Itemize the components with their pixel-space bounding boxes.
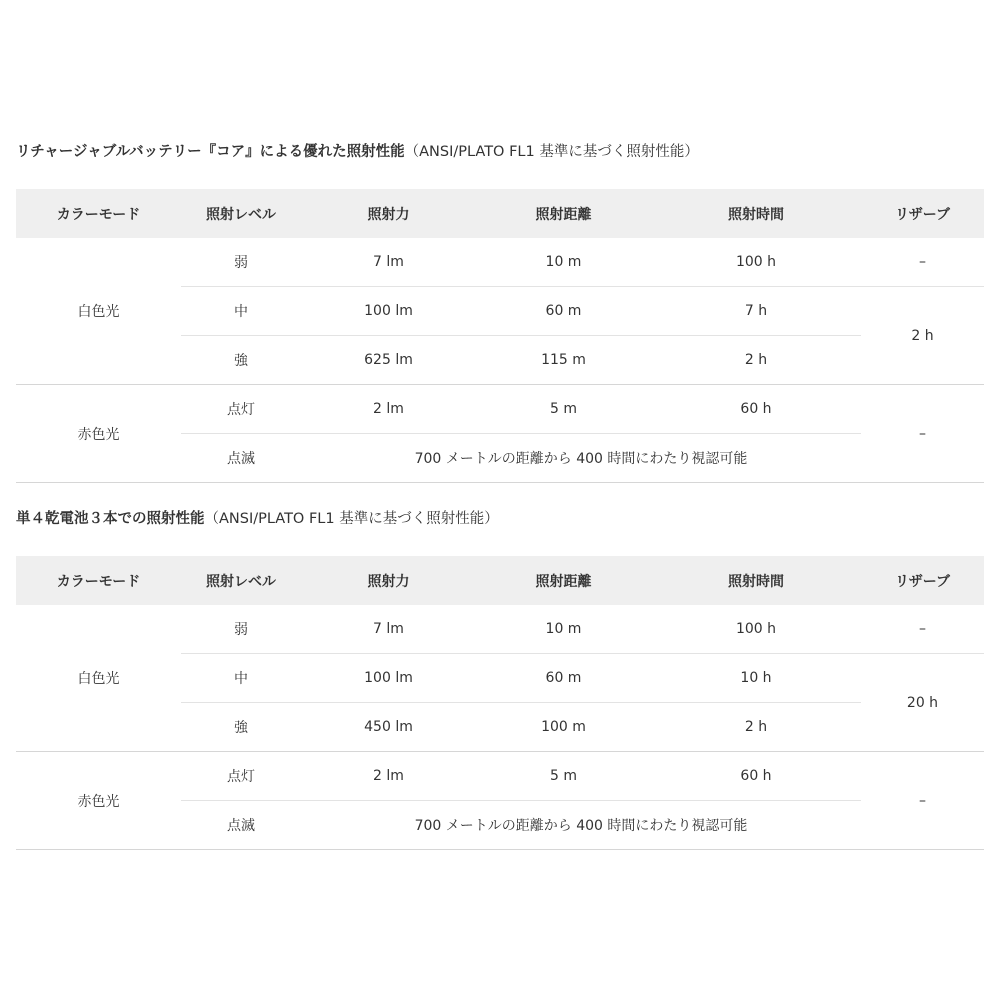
- section-heading: [16, 508, 984, 530]
- distance-cell: 60 m: [476, 654, 651, 703]
- header-power: 照射力: [301, 189, 476, 238]
- reserve-cell: 20 h: [861, 654, 984, 752]
- power-cell: 100 lm: [301, 287, 476, 336]
- reserve-cell: 2 h: [861, 287, 984, 385]
- reserve-cell: –: [861, 385, 984, 483]
- level-cell: 中: [181, 287, 301, 336]
- level-cell: 点滅: [181, 801, 301, 850]
- power-cell: 450 lm: [301, 703, 476, 752]
- time-cell: 100 h: [651, 605, 861, 654]
- section-heading-bold: 単４乾電池３本での照射性能: [16, 511, 205, 527]
- time-cell: 100 h: [651, 238, 861, 287]
- time-cell: 10 h: [651, 654, 861, 703]
- header-power: 照射力: [301, 556, 476, 605]
- section-heading-bold: リチャージャブルバッテリー『コア』による優れた照射性能: [16, 144, 405, 160]
- color-mode-white: 白色光: [16, 605, 181, 752]
- header-time: 照射時間: [651, 189, 861, 238]
- header-distance: 照射距離: [476, 189, 651, 238]
- time-cell: 2 h: [651, 703, 861, 752]
- time-cell: 60 h: [651, 752, 861, 801]
- color-mode-red: 赤色光: [16, 752, 181, 850]
- header-reserve: リザーブ: [861, 556, 984, 605]
- header-level: 照射レベル: [181, 189, 301, 238]
- power-cell: 7 lm: [301, 238, 476, 287]
- aaa-battery-section: [16, 508, 984, 850]
- distance-cell: 60 m: [476, 287, 651, 336]
- level-cell: 点灯: [181, 752, 301, 801]
- time-cell: 7 h: [651, 287, 861, 336]
- header-color-mode: カラーモード: [16, 556, 181, 605]
- rechargeable-core-section: [16, 141, 984, 483]
- distance-cell: 10 m: [476, 605, 651, 654]
- reserve-cell: –: [861, 238, 984, 287]
- section-heading: [16, 141, 984, 163]
- time-cell: 2 h: [651, 336, 861, 385]
- time-cell: 60 h: [651, 385, 861, 434]
- blink-visibility-cell: 700 メートルの距離から 400 時間にわたり視認可能: [301, 434, 861, 483]
- level-cell: 点滅: [181, 434, 301, 483]
- reserve-cell: –: [861, 605, 984, 654]
- distance-cell: 5 m: [476, 752, 651, 801]
- header-level: 照射レベル: [181, 556, 301, 605]
- blink-visibility-cell: 700 メートルの距離から 400 時間にわたり視認可能: [301, 801, 861, 850]
- distance-cell: 115 m: [476, 336, 651, 385]
- power-cell: 7 lm: [301, 605, 476, 654]
- header-color-mode: カラーモード: [16, 189, 181, 238]
- header-reserve: リザーブ: [861, 189, 984, 238]
- table-row: [16, 752, 984, 801]
- power-cell: 100 lm: [301, 654, 476, 703]
- distance-cell: 100 m: [476, 703, 651, 752]
- table-header-row: [16, 556, 984, 605]
- distance-cell: 10 m: [476, 238, 651, 287]
- power-cell: 625 lm: [301, 336, 476, 385]
- reserve-cell: –: [861, 752, 984, 850]
- section-heading-note: （ANSI/PLATO FL1 基準に基づく照射性能）: [204, 511, 499, 527]
- table-header-row: [16, 189, 984, 238]
- table-row: [16, 238, 984, 287]
- performance-table: [16, 556, 984, 850]
- section-heading-note: （ANSI/PLATO FL1 基準に基づく照射性能）: [404, 144, 699, 160]
- performance-table: [16, 189, 984, 483]
- level-cell: 点灯: [181, 385, 301, 434]
- color-mode-white: 白色光: [16, 238, 181, 385]
- level-cell: 強: [181, 703, 301, 752]
- color-mode-red: 赤色光: [16, 385, 181, 483]
- header-time: 照射時間: [651, 556, 861, 605]
- level-cell: 弱: [181, 605, 301, 654]
- power-cell: 2 lm: [301, 752, 476, 801]
- level-cell: 中: [181, 654, 301, 703]
- table-row: [16, 605, 984, 654]
- level-cell: 弱: [181, 238, 301, 287]
- distance-cell: 5 m: [476, 385, 651, 434]
- power-cell: 2 lm: [301, 385, 476, 434]
- level-cell: 強: [181, 336, 301, 385]
- header-distance: 照射距離: [476, 556, 651, 605]
- table-row: [16, 385, 984, 434]
